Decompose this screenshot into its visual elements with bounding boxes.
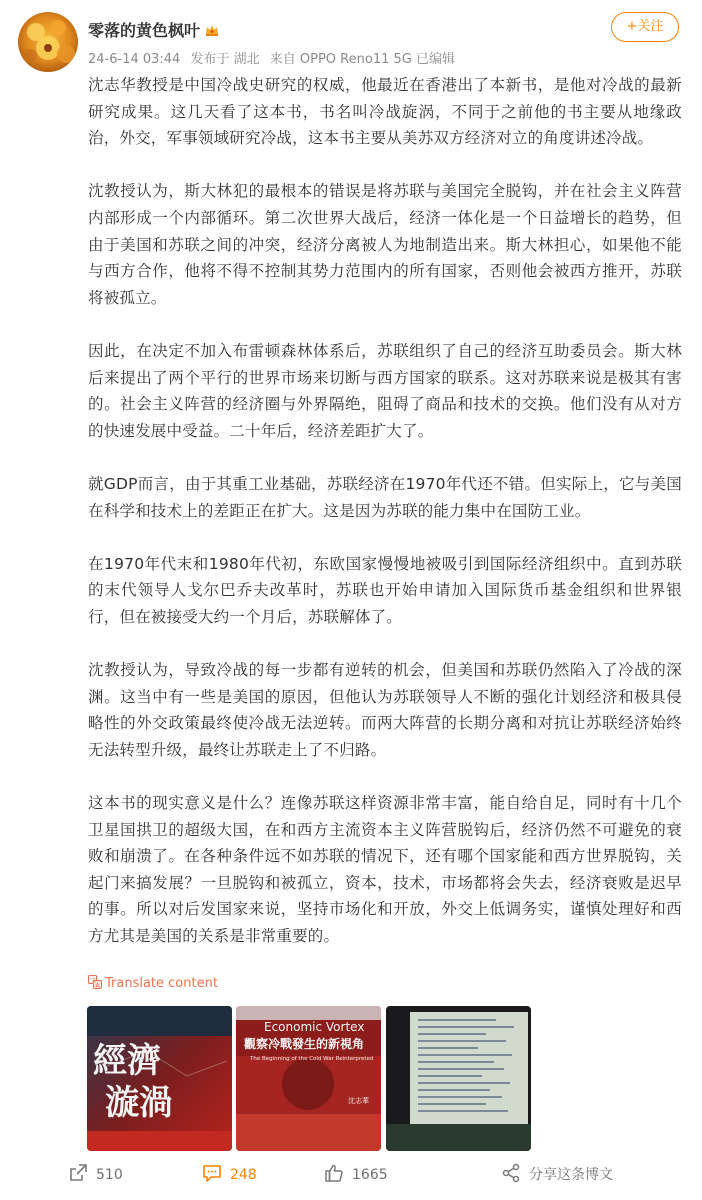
book-title-line-1: 經濟 bbox=[93, 1041, 161, 1081]
post-source: 来自 OPPO Reno11 5G bbox=[269, 52, 412, 67]
paragraph-7: 这本书的现实意义是什么？连像苏联这样资源非常丰富，能自给自足，同时有十几个卫星国拱卫的超级大国，在和西方主流资本主义阵营脱钩后，经济仍然不可避免的衰败和崩溃了。在各种条件远不如苏联的情况下，还有哪个国家能和西方世界脱钩，关起门来搞发展？一旦脱钩和被孤立，资本，技术，市场都将会失去，经济衰败是迟早的事。所以对后发国家来说，坚持市场化和开放，外交上低调务实，谨慎处理好和西方尤其是美国的关系是非常重要的。 bbox=[88, 794, 682, 945]
follow-button[interactable]: +关注 bbox=[611, 12, 679, 42]
comment-count: 248 bbox=[230, 1167, 257, 1183]
repost-count: 510 bbox=[96, 1167, 123, 1183]
post-meta bbox=[88, 48, 455, 67]
like-button[interactable] bbox=[324, 1163, 388, 1183]
translate-icon bbox=[88, 975, 102, 989]
timestamp: 24-6-14 03:44 bbox=[88, 52, 181, 67]
post-content bbox=[88, 72, 682, 976]
book-title-en: Economic Vortex bbox=[264, 1020, 365, 1034]
post-image-3[interactable] bbox=[386, 1006, 531, 1151]
post-image-1[interactable] bbox=[87, 1006, 232, 1151]
svg-text:文: 文 bbox=[90, 977, 97, 984]
action-bar bbox=[0, 1157, 702, 1191]
paragraph-4: 就GDP而言，由于其重工业基础，苏联经济在1970年代还不错。但实际上，它与美国在科学和技术上的差距正在扩大。这是因为苏联的能力集中在国防工业。 bbox=[88, 474, 682, 520]
share-label[interactable]: 分享这条博文 bbox=[529, 1167, 613, 1183]
book-subtitle: 觀察冷戰發生的新視角 bbox=[244, 1037, 365, 1051]
book-title-line-2: 漩渦 bbox=[105, 1083, 173, 1123]
svg-text:A: A bbox=[95, 982, 100, 989]
edited-label: 已编辑 bbox=[415, 52, 455, 67]
comment-icon bbox=[202, 1163, 222, 1183]
paragraph-6: 沈教授认为，导致冷战的每一步都有逆转的机会，但美国和苏联仍然陷入了冷战的深渊。这当中有一些是美国的原因，但他认为苏联领导人不断的强化计划经济和极具侵略性的外交政策最终使冷战无法逆转。而两大阵营的长期分离和对抗让苏联经济始终无法转型升级，最终让苏联走上了不归路。 bbox=[88, 661, 682, 759]
avatar[interactable] bbox=[18, 12, 78, 72]
username[interactable] bbox=[88, 18, 220, 41]
translate-label[interactable]: Translate content bbox=[105, 976, 218, 991]
book-subtitle-en: The Beginning of the Cold War Reinterpreted bbox=[250, 1056, 374, 1062]
comment-button[interactable] bbox=[202, 1163, 257, 1183]
translate-link[interactable] bbox=[88, 975, 218, 991]
paragraph-3: 因此，在决定不加入布雷顿森林体系后，苏联组织了自己的经济互助委员会。斯大林后来提出了两个平行的世界市场来切断与西方国家的联系。这对苏联来说是极其有害的。社会主义阵营的经济圈与外界隔绝，阻碍了商品和技术的交换。他们没有从对方的快速发展中受益。二十年后，经济差距扩大了。 bbox=[88, 341, 682, 440]
vip-badge-icon bbox=[204, 22, 220, 38]
post-image-2[interactable] bbox=[236, 1006, 381, 1151]
book-author: 沈志華 bbox=[348, 1097, 369, 1105]
paragraph-2: 沈教授认为，斯大林犯的最根本的错误是将苏联与美国完全脱钩，并在社会主义阵营内部形成一个内部循环。第二次世界大战后，经济一体化是一个日益增长的趋势，但由于美国和苏联之间的冲突，经济分离被人为地制造出来。斯大林担心，如果他不能与西方合作，他将不得不控制其势力范围内的所有国家，否则他会被西方推开，苏联将被孤立。 bbox=[88, 182, 682, 307]
paragraph-1: 沈志华教授是中国冷战史研究的权威，他最近在香港出了本新书，是他对冷战的最新研究成果。这几天看了这本书，书名叫冷战旋涡，不同于之前他的书主要从地缘政治，外交，军事领域研究冷战，这本书主要从美苏双方经济对立的角度讲述冷战。 bbox=[88, 76, 682, 148]
like-count: 1665 bbox=[352, 1167, 388, 1183]
repost-button[interactable] bbox=[68, 1163, 123, 1183]
like-icon bbox=[324, 1163, 344, 1183]
published-location: 发布于 湖北 bbox=[190, 52, 260, 67]
repost-icon bbox=[68, 1163, 88, 1183]
share-icon bbox=[501, 1163, 521, 1183]
paragraph-5: 在1970年代末和1980年代初，东欧国家慢慢地被吸引到国际经济组织中。直到苏联的末代领导人戈尔巴乔夫改革时，苏联也开始申请加入国际货币基金组织和世界银行，但在被接受大约一个月后，苏联解体了。 bbox=[88, 554, 682, 626]
share-button[interactable] bbox=[501, 1163, 613, 1184]
username-text[interactable]: 零落的黄色枫叶 bbox=[88, 21, 201, 40]
